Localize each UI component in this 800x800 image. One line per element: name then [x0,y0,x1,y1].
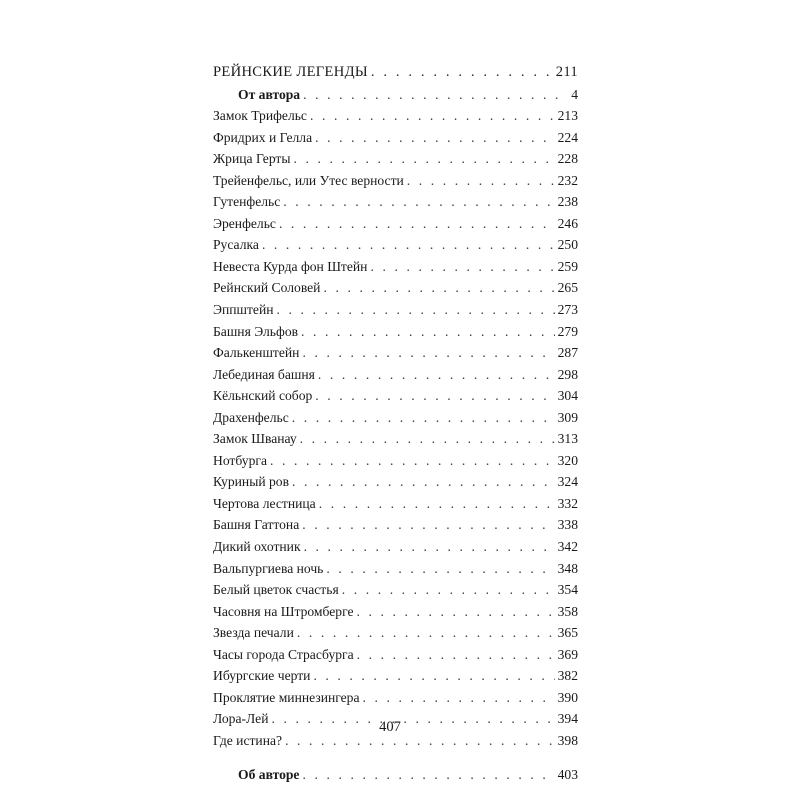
toc-entry [213,342,578,364]
toc-leader-dots [326,558,554,580]
toc-leader-dots [292,471,555,493]
toc-entry [213,277,578,299]
toc-entry [213,579,578,601]
toc-entry [213,127,578,149]
toc-entry-page: 365 [557,625,578,641]
page-number: 407 [379,719,401,735]
toc-entry-page: 394 [557,711,578,727]
toc-entry-page: 232 [557,172,578,188]
toc-entry-title: Где истина? [213,732,283,748]
toc-entry-page: 369 [557,646,578,662]
toc-entry-title: Башня Эльфов [213,323,299,339]
toc-entry-title: Башня Гаттона [213,517,300,533]
toc-entry [213,764,578,786]
toc-entry-page: 358 [557,603,578,619]
toc-entry-title: Рейнский Соловей [213,280,321,296]
toc-leader-dots [313,665,554,687]
toc-leader-dots [304,536,555,558]
toc-entry-title: Звезда печали [213,625,294,641]
toc-entry-title: Белый цветок счастья [213,582,339,598]
toc-leader-dots [318,364,555,386]
toc-entry [213,407,578,429]
toc-entry-page: 390 [557,689,578,705]
toc-entry-title: Эппштейн [213,302,274,318]
toc-entry-page: 342 [557,539,578,555]
toc-leader-dots [323,277,554,299]
toc-leader-dots [283,191,554,213]
toc-entry [213,601,578,623]
toc-entry [213,62,578,84]
toc-entry-title: Ибургские черти [213,668,311,684]
toc-entry-title: Гутенфельс [213,194,281,210]
toc-entry-page: 250 [557,237,578,253]
toc-entry-page: 338 [557,517,578,533]
toc-entry-title: Часы города Страсбурга [213,646,354,662]
toc-leader-dots [279,213,555,235]
toc-entry [213,105,578,127]
toc-entry [213,514,578,536]
toc-entry-title: Эренфельс [213,215,276,231]
toc-leader-dots [297,622,555,644]
table-of-contents [213,62,578,785]
toc-entry [213,558,578,580]
toc-leader-dots [262,234,555,256]
toc-entry [213,536,578,558]
toc-entry-page: 4 [571,86,578,102]
toc-entry-page: 332 [557,495,578,511]
toc-entry-title: Дикий охотник [213,539,301,555]
toc-leader-dots [292,407,555,429]
toc-entry-title: Замок Трифельс [213,108,307,124]
toc-entry [213,493,578,515]
toc-entry-page: 273 [557,302,578,318]
toc-entry-page: 403 [557,766,578,782]
toc-entry-page: 320 [557,452,578,468]
toc-entry-page: 398 [557,732,578,748]
toc-entry [213,687,578,709]
toc-entry-title: РЕЙНСКИЕ ЛЕГЕНДЫ [213,64,368,80]
toc-leader-dots [302,342,554,364]
toc-leader-dots [294,148,555,170]
toc-entry [213,148,578,170]
toc-entry-title: Невеста Курда фон Штейн [213,258,368,274]
toc-entry [213,234,578,256]
toc-entry-page: 228 [557,151,578,167]
toc-entry-title: Кёльнский собор [213,388,313,404]
toc-entry-title: Русалка [213,237,259,253]
toc-leader-dots [300,428,555,450]
toc-entry-page: 259 [557,258,578,274]
toc-entry-title: Фалькенштейн [213,345,300,361]
toc-entry-page: 211 [555,64,578,80]
toc-leader-dots [315,385,554,407]
toc-entry [213,170,578,192]
toc-leader-dots [357,644,555,666]
toc-entry-page: 298 [557,366,578,382]
toc-entry-title: Фридрих и Гелла [213,129,313,145]
toc-entry [213,622,578,644]
toc-entry-page: 238 [557,194,578,210]
toc-entry [213,299,578,321]
toc-entry-title: Об авторе [238,766,300,782]
toc-entry [213,450,578,472]
toc-leader-dots [315,127,554,149]
toc-leader-dots [342,579,555,601]
toc-leader-dots [407,170,555,192]
toc-leader-dots [277,299,555,321]
toc-leader-dots [319,493,555,515]
toc-entry [213,191,578,213]
toc-entry [213,84,578,106]
toc-entry [213,644,578,666]
toc-entry-title: Лебединая башня [213,366,315,382]
toc-entry-page: 224 [557,129,578,145]
toc-entry-title: Драхенфельс [213,409,289,425]
toc-entry-page: 213 [557,108,578,124]
toc-entry-title: Трейенфельс, или Утес верности [213,172,404,188]
toc-entry-page: 348 [557,560,578,576]
toc-leader-dots [270,450,555,472]
toc-entry-page: 279 [557,323,578,339]
toc-entry-title: От автора [238,86,301,102]
toc-entry [213,428,578,450]
toc-entry-page: 354 [557,582,578,598]
toc-leader-dots [302,764,554,786]
toc-entry [213,321,578,343]
toc-leader-dots [310,105,555,127]
toc-leader-dots [357,601,555,623]
toc-entry-title: Замок Шванау [213,431,297,447]
toc-entry-title: Чертова лестница [213,495,316,511]
toc-entry-page: 382 [557,668,578,684]
toc-leader-dots [303,84,568,106]
toc-leader-dots [301,321,555,343]
toc-entry-page: 246 [557,215,578,231]
toc-entry-title: Жрица Герты [213,151,291,167]
toc-entry [213,364,578,386]
toc-leader-dots [371,62,553,84]
toc-leader-dots [363,687,555,709]
toc-entry-title: Проклятие миннезингера [213,689,360,705]
toc-entry [213,665,578,687]
toc-entry [213,256,578,278]
toc-entry-title: Лора-Лей [213,711,269,727]
toc-entry-title: Часовня на Штромберге [213,603,354,619]
toc-entry [213,213,578,235]
toc-entry-page: 287 [557,345,578,361]
toc-entry-page: 304 [557,388,578,404]
toc-entry-page: 324 [557,474,578,490]
toc-entry-title: Куриный ров [213,474,290,490]
toc-entry-title: Нотбурга [213,452,267,468]
toc-entry-title: Вальпургиева ночь [213,560,324,576]
toc-leader-dots [302,514,554,536]
toc-entry [213,471,578,493]
toc-entry [213,385,578,407]
toc-entry-page: 265 [557,280,578,296]
toc-entry-page: 313 [557,431,578,447]
toc-leader-dots [370,256,554,278]
toc-entry-page: 309 [557,409,578,425]
